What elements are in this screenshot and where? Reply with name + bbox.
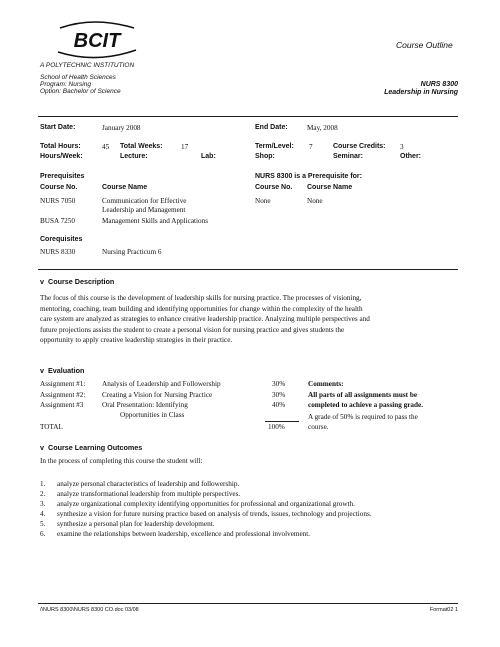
comments-line-1: All parts of all assignments must be	[308, 391, 418, 399]
prereq-row-1-no: NURS 7050	[40, 197, 76, 205]
prereq-row-2-name: Management Skills and Applications	[102, 217, 209, 225]
eval-row-1-label: Assignment #1:	[40, 380, 86, 388]
option-name: Option: Bachelor of Science	[40, 88, 121, 95]
institution-tagline: A POLYTECHNIC INSTITUTION	[40, 62, 135, 69]
outcome-6-text: examine the relationships between leadership, excellence and professional involvement.	[57, 530, 311, 538]
school-name: School of Health Sciences	[40, 74, 116, 81]
course-code: NURS 8300	[420, 81, 458, 88]
eval-row-3-pct: 40%	[272, 401, 286, 409]
prereq-for-col-course-name: Course Name	[307, 184, 353, 191]
section-divider-1	[38, 269, 458, 270]
coreq-name: Nursing Practicum 6	[102, 248, 162, 256]
total-hours-value: 45	[102, 143, 110, 151]
course-title: Leadership in Nursing	[384, 89, 458, 96]
outcome-5-text: synthesize a personal plan for leadership development.	[57, 520, 215, 528]
eval-total-label: TOTAL	[40, 423, 63, 431]
learning-outcomes-title: v Course Learning Outcomes	[40, 443, 143, 452]
start-date-value: January 2008	[102, 124, 141, 132]
corequisites-title: Corequisites	[40, 236, 83, 243]
course-description-text: The focus of this course is the development of leadership skills for nursing practice. The processes of visioning, mentoring, coaching, team building and identifying opportunities for change within the complexity of the health care system are analyzed as strategies to enhance creative leadership practice. Analyzing multiple perspectives and future projections assists the student to create a personal vision for nursing practice and gives students the opportunity to apply creative leadership strategies in their practice.	[40, 294, 370, 344]
outcome-2-text: analyze transformational leadership from multiple perspectives.	[57, 490, 241, 498]
total-rule	[265, 421, 299, 422]
shop-label: Shop:	[255, 153, 275, 160]
outcome-2-number: 2.	[40, 490, 46, 498]
total-weeks-value: 17	[181, 143, 189, 151]
prereq-col-course-name: Course Name	[102, 184, 148, 191]
hours-week-label: Hours/Week:	[40, 153, 83, 160]
outcome-1-number: 1.	[40, 480, 46, 488]
total-weeks-label: Total Weeks:	[120, 143, 163, 150]
bullet-icon: v	[40, 277, 48, 286]
prereq-row-1-name: Communication for Effective	[102, 197, 187, 205]
outcome-3-text: analyze organizational complexity identifying opportunities for professional and organizational growth.	[57, 500, 355, 508]
outcome-5-number: 5.	[40, 520, 46, 528]
outcome-4-text: synthesize a vision for future nursing practice based on analysis of trends, issues, technology and projections.	[57, 510, 372, 518]
prerequisites-title: Prerequisites	[40, 173, 85, 180]
outcome-6-number: 6.	[40, 530, 46, 538]
eval-total-pct: 100%	[268, 423, 285, 431]
comments-line-3: A grade of 50% is required to pass the	[308, 413, 418, 421]
prerequisite-for-title: NURS 8300 is a Prerequisite for:	[255, 173, 362, 180]
end-date-label: End Date:	[255, 124, 288, 131]
comments-line-4: course.	[308, 423, 329, 431]
term-level-value: 7	[309, 143, 313, 151]
bullet-icon: v	[40, 443, 48, 452]
footer-divider	[38, 603, 458, 604]
start-date-label: Start Date:	[40, 124, 76, 131]
course-description-title: v Course Description	[40, 277, 115, 286]
comments-title: Comments:	[308, 380, 344, 388]
eval-row-1-pct: 30%	[272, 380, 286, 388]
course-credits-label: Course Credits:	[333, 143, 386, 150]
eval-row-3-desc: Oral Presentation: Identifying	[102, 401, 188, 409]
course-credits-value: 3	[400, 143, 404, 151]
prereq-row-2-no: BUSA 7250	[40, 217, 75, 225]
comments-line-2: completed to achieve a passing grade.	[308, 401, 423, 409]
term-level-label: Term/Level:	[255, 143, 294, 150]
program-name: Program: Nursing	[40, 81, 91, 88]
document-type: Course Outline	[396, 40, 453, 50]
footer-file-path: /\NURS 8300\NURS 8300 CO.doc 03/08	[40, 607, 139, 613]
coreq-no: NURS 8330	[40, 248, 76, 256]
eval-row-2-desc: Creating a Vision for Nursing Practice	[102, 391, 213, 399]
learning-outcomes-intro: In the process of completing this course the student will:	[40, 457, 203, 465]
eval-row-1-desc: Analysis of Leadership and Followership	[102, 380, 221, 388]
prereq-col-course-no: Course No.	[40, 184, 78, 191]
outcome-3-number: 3.	[40, 500, 46, 508]
eval-row-3-desc-cont: Opportunities in Class	[120, 411, 185, 419]
prereq-for-no: None	[255, 197, 271, 205]
end-date-value: May, 2008	[307, 124, 338, 132]
outcome-4-number: 4.	[40, 510, 46, 518]
svg-text:BCIT: BCIT	[73, 30, 121, 52]
other-label: Other:	[400, 153, 421, 160]
eval-row-3-label: Assignment #3	[40, 401, 84, 409]
lecture-label: Lecture:	[120, 153, 148, 160]
bullet-icon: v	[40, 366, 48, 375]
prereq-row-1-name-cont: Leadership and Management	[102, 206, 186, 214]
prereq-for-col-course-no: Course No.	[255, 184, 293, 191]
eval-row-2-pct: 30%	[272, 391, 286, 399]
outcome-1-text: analyze personal characteristics of leadership and followership.	[57, 480, 240, 488]
total-hours-label: Total Hours:	[40, 143, 81, 150]
seminar-label: Seminar:	[333, 153, 363, 160]
evaluation-title: v Evaluation	[40, 366, 85, 375]
header-divider	[38, 116, 458, 117]
bcit-logo	[54, 20, 140, 60]
footer-format-page: Format02 1	[429, 607, 458, 613]
lab-label: Lab:	[201, 153, 216, 160]
eval-row-2-label: Assignment #2:	[40, 391, 86, 399]
prereq-for-name: None	[307, 197, 323, 205]
